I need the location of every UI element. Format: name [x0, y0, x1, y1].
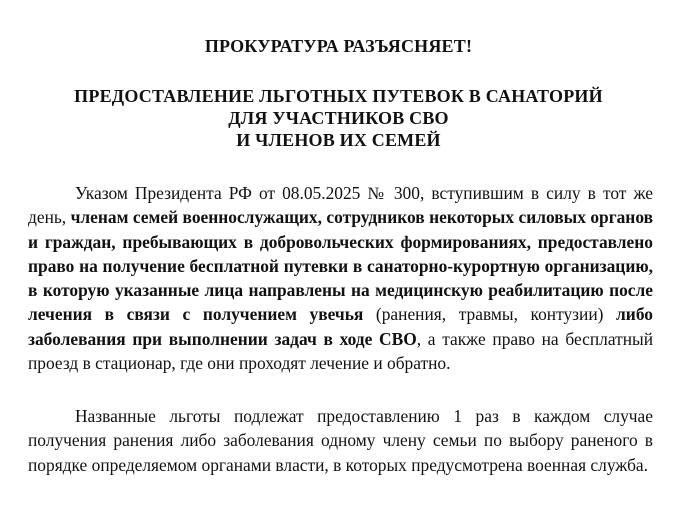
title-line-1: ПРЕДОСТАВЛЕНИЕ ЛЬГОТНЫХ ПУТЕВОК В САНАТОРИЙ [74, 86, 603, 106]
title-line-2: ДЛЯ УЧАСТНИКОВ СВО [228, 108, 449, 128]
document-title [0, 85, 677, 151]
paragraph-1-bold-1: членам семей военнослужащих, сотрудников некоторых силовых органов и граждан, пребывающих в добровольческих формированиях, предоставлено право на получение бесплатной путевки в санаторно-курортную организацию, в которую указанные лица направлены на медицинскую реабилитацию после лечения в связи с получением увечья [28, 207, 653, 325]
paragraph-1 [28, 181, 653, 375]
paragraph-1-text-1: Указом Президента РФ от 08.05.2025 № 300, вступившим в силу в тот же день, [28, 183, 653, 228]
paragraph-1-text-3: , а также право на бесплатный проезд в стационар, где они проходят лечение и обратно. [28, 328, 653, 374]
paragraph-1-bold-2: либо заболевания при выполнении задач в ходе СВО [28, 304, 653, 349]
paragraph-2: Названные льготы подлежат предоставлению 1 раз в каждом случае получения ранения либо заболевания одному члену семьи по выбору раненого в порядке определяемом органами власти, в которых предусмотрена военная служба. [28, 406, 653, 475]
office-heading: ПРОКУРАТУРА РАЗЪЯСНЯЕТ! [204, 36, 473, 56]
title-line-3: И ЧЛЕНОВ ИХ СЕМЕЙ [236, 130, 441, 150]
paragraph-1-text-2: (ранения, травмы, контузии) [363, 304, 617, 325]
